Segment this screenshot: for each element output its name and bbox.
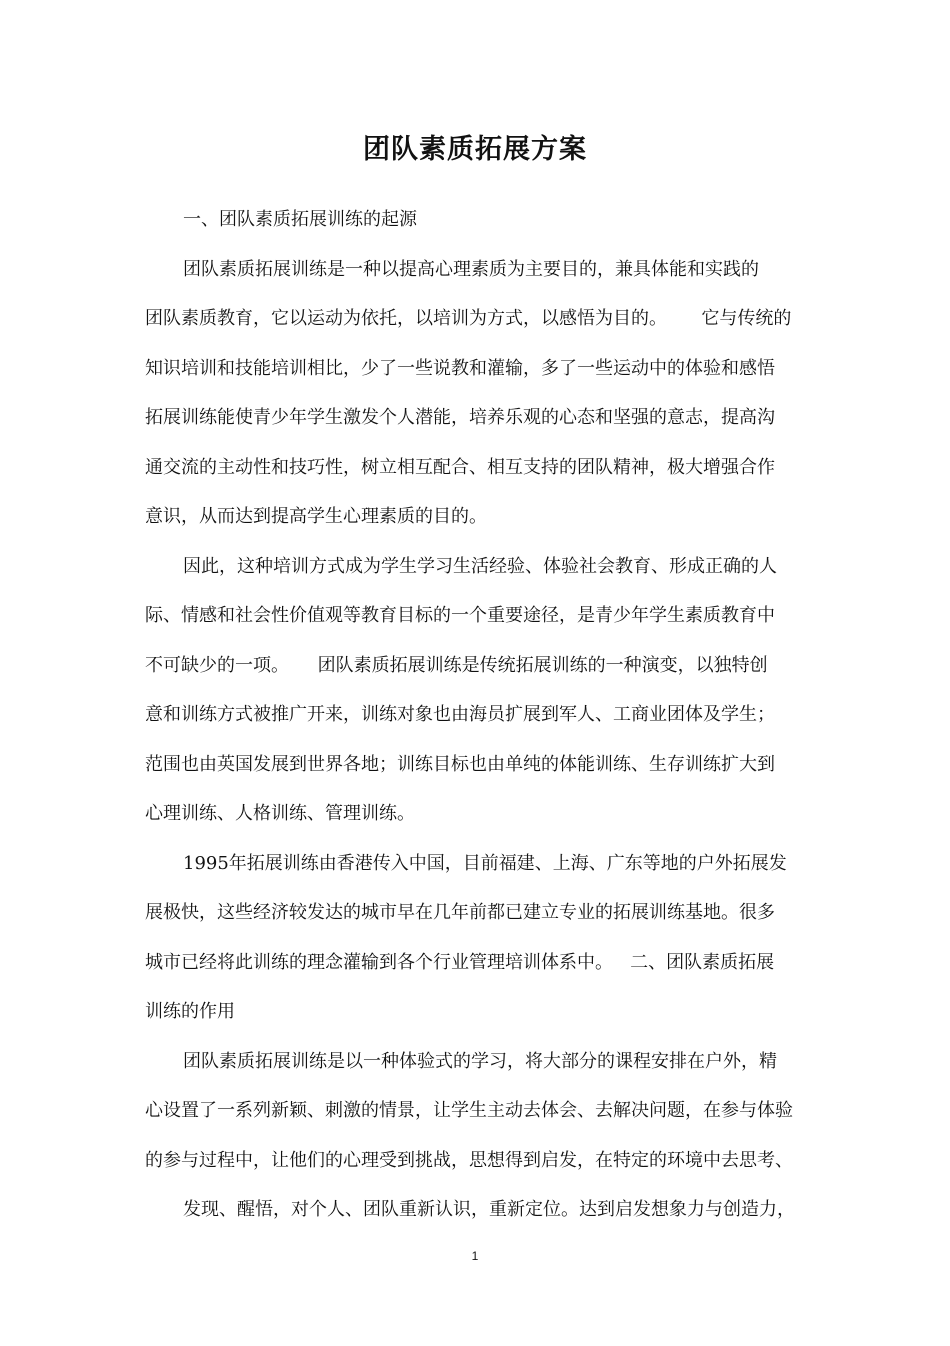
text-line: 团队素质拓展训练是一种以提高心理素质为主要目的，兼具体能和实践的 — [183, 259, 759, 280]
text-line: 城市已经将此训练的理念灌输到各个行业管理培训体系中。 二、团队素质拓展 — [145, 952, 775, 973]
text-line: 因此，这种培训方式成为学生学习生活经验、体验社会教育、形成正确的人 — [183, 556, 777, 577]
page-number: 1 — [471, 1249, 479, 1263]
text-line: 团队素质教育，它以运动为依托，以培训为方式，以感悟为目的。 它与传统的 — [145, 308, 792, 329]
section-heading-role: 训练的作用 — [145, 1001, 235, 1022]
text-line: 展极快，这些经济较发达的城市早在几年前都已建立专业的拓展训练基地。很多 — [145, 902, 775, 923]
text-line: 际、情感和社会性价值观等教育目标的一个重要途径，是青少年学生素质教育中 — [145, 605, 775, 626]
text-line: 不可缺少的一项。 团队素质拓展训练是传统拓展训练的一种演变，以独特创 — [145, 655, 768, 676]
text-line: 范围也由英国发展到世界各地；训练目标也由单纯的体能训练、生存训练扩大到 — [145, 754, 775, 775]
text-line: 拓展训练能使青少年学生激发个人潜能，培养乐观的心态和坚强的意志，提高沟 — [145, 407, 775, 428]
text-line: 1995年拓展训练由香港传入中国，目前福建、上海、广东等地的户外拓展发 — [183, 853, 787, 874]
text-line: 发现、醒悟，对个人、团队重新认识，重新定位。达到启发想象力与创造力， — [183, 1199, 795, 1220]
text-line: 心理训练、人格训练、管理训练。 — [145, 803, 415, 824]
text-line: 的参与过程中，让他们的心理受到挑战，思想得到启发，在特定的环境中去思考、 — [145, 1150, 793, 1171]
text-line: 心设置了一系列新颖、刺激的情景，让学生主动去体会、去解决问题，在参与体验 — [145, 1100, 793, 1121]
section-heading-origin: 一、团队素质拓展训练的起源 — [183, 209, 417, 230]
document-title: 团队素质拓展方案 — [363, 134, 587, 165]
text-line: 团队素质拓展训练是以一种体验式的学习，将大部分的课程安排在户外，精 — [183, 1051, 777, 1072]
text-line: 意识，从而达到提高学生心理素质的目的。 — [145, 506, 487, 527]
text-line: 通交流的主动性和技巧性，树立相互配合、相互支持的团队精神，极大增强合作 — [145, 457, 775, 478]
text-line: 意和训练方式被推广开来，训练对象也由海员扩展到军人、工商业团体及学生； — [145, 704, 775, 725]
text-line: 知识培训和技能培训相比，少了一些说教和灌输，多了一些运动中的体验和感悟 — [145, 358, 775, 379]
